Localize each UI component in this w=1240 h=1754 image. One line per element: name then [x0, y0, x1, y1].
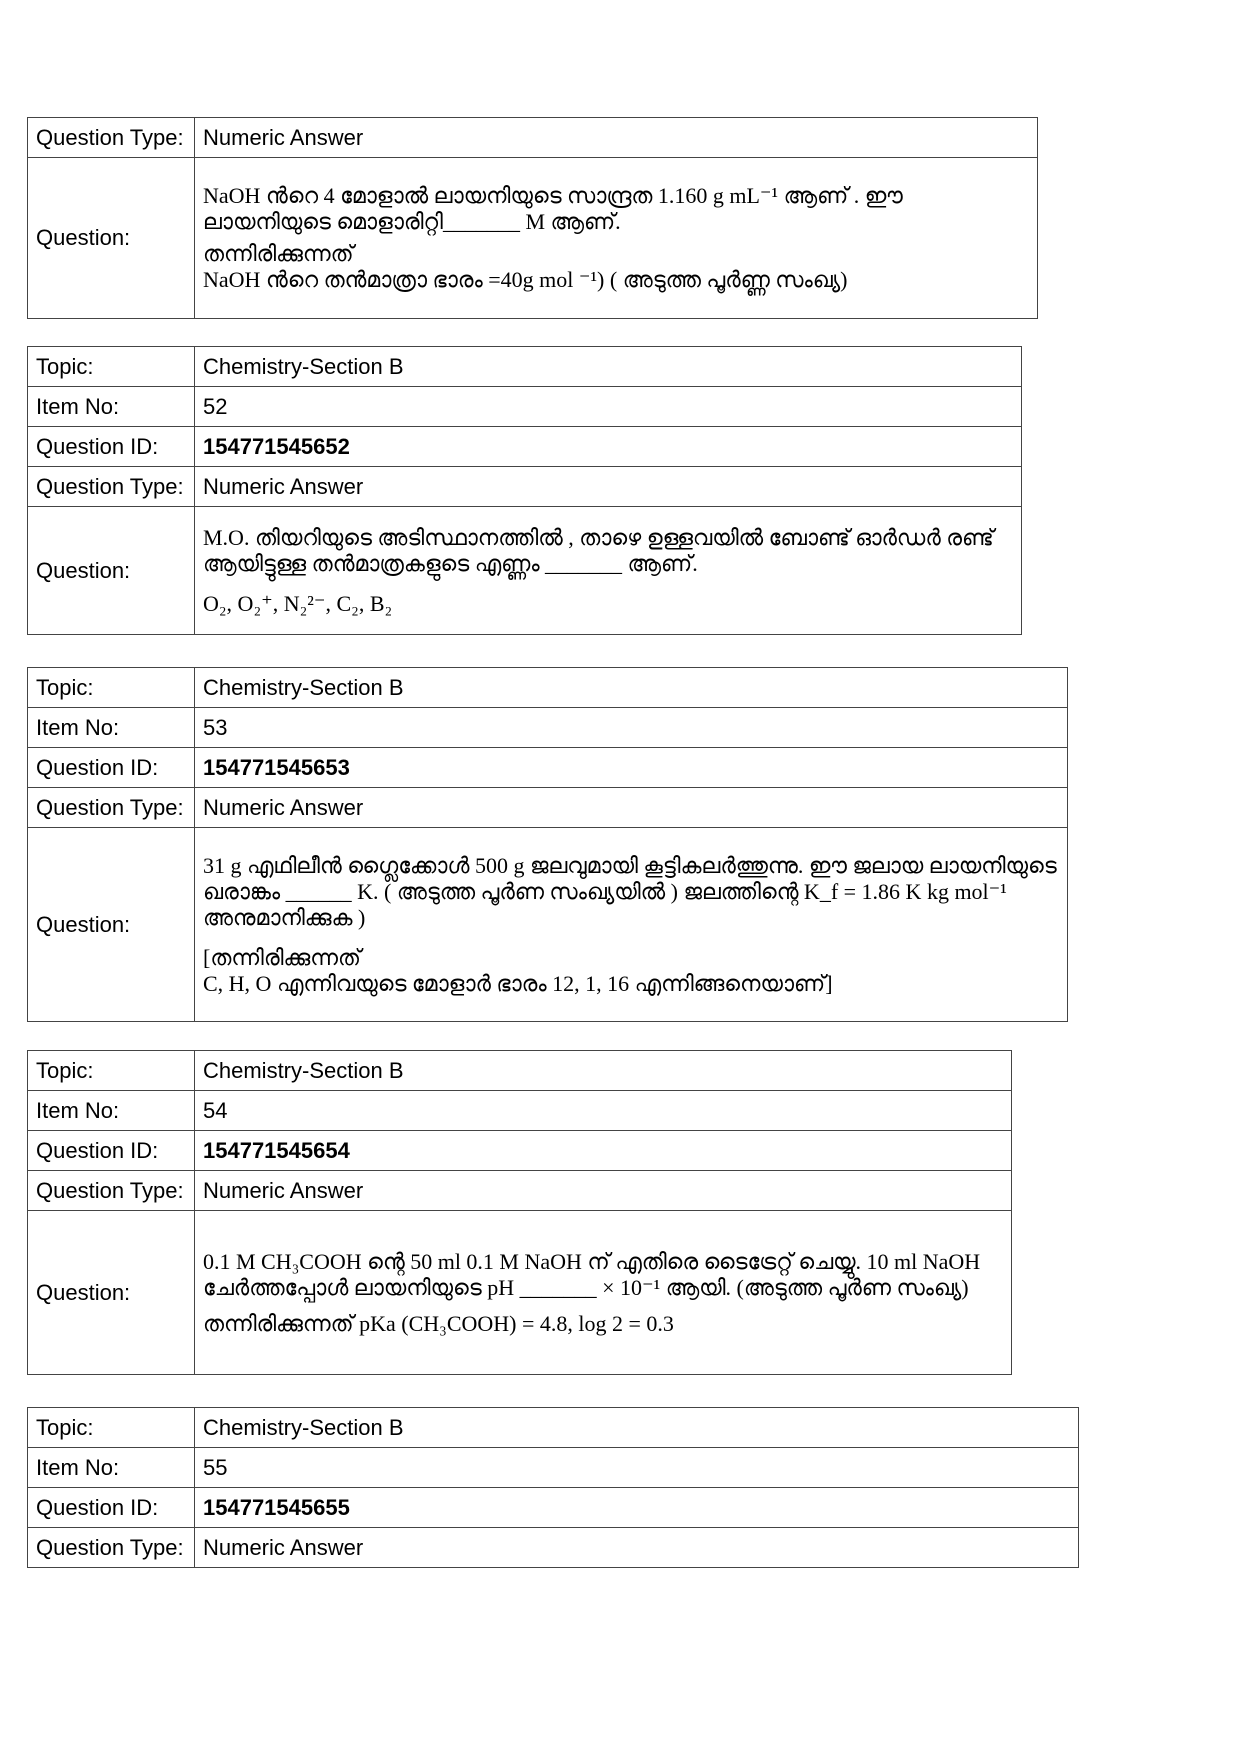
question-type-label: Question Type: [28, 788, 195, 828]
topic-label: Topic: [28, 347, 195, 387]
question-line: M.O. തിയറിയുടെ അടിസ്ഥാനത്തിൽ , താഴെ ഉള്ളവയിൽ ബോണ്ട് ഓർഡർ രണ്ട് ആയിട്ടുള്ള തൻമാത്രകളുടെ എണ്ണം _______ ആണ്. [203, 524, 994, 576]
question-id-value: 154771545654 [195, 1131, 1012, 1171]
topic-label: Topic: [28, 1051, 195, 1091]
question-line: തന്നിരിക്കുന്നത് pKa (CH₃COOH) = 4.8, log 2 = 0.3 [203, 1310, 674, 1336]
question-label: Question: [28, 158, 195, 319]
item-no-label: Item No: [28, 1091, 195, 1131]
question-text [195, 507, 1022, 635]
item-no-label: Item No: [28, 708, 195, 748]
question-line: തന്നിരിക്കുന്നത് [203, 241, 354, 266]
question-line: [തന്നിരിക്കുന്നത് [203, 944, 361, 970]
topic-value: Chemistry-Section B [195, 668, 1068, 708]
question-label: Question: [28, 1211, 195, 1375]
question-block-51 [27, 117, 1038, 319]
question-label: Question: [28, 507, 195, 635]
item-no-label: Item No: [28, 387, 195, 427]
question-id-value: 154771545652 [195, 427, 1022, 467]
question-type-value: Numeric Answer [195, 467, 1022, 507]
question-block-55 [27, 1407, 1079, 1568]
topic-label: Topic: [28, 668, 195, 708]
question-block-53 [27, 667, 1068, 1022]
topic-label: Topic: [28, 1408, 195, 1448]
question-id-label: Question ID: [28, 1488, 195, 1528]
item-no-value: 53 [195, 708, 1068, 748]
topic-value: Chemistry-Section B [195, 1051, 1012, 1091]
question-text [195, 1211, 1012, 1375]
item-no-value: 55 [195, 1448, 1079, 1488]
question-line: O₂, O₂⁺, N₂²⁻, C₂, B₂ [203, 590, 393, 616]
question-text [195, 158, 1038, 319]
question-block-52 [27, 346, 1022, 635]
item-no-value: 52 [195, 387, 1022, 427]
question-line: C, H, O എന്നിവയുടെ മോളാർ ഭാരം 12, 1, 16 എന്നിങ്ങനെയാണ്] [203, 970, 833, 996]
question-type-label: Question Type: [28, 118, 195, 158]
question-id-value: 154771545655 [195, 1488, 1079, 1528]
question-text [195, 828, 1068, 1022]
topic-value: Chemistry-Section B [195, 347, 1022, 387]
question-line: NaOH ൻറെ 4 മോളാൽ ലായനിയുടെ സാന്ദ്രത 1.160 g mL⁻¹ ആണ് . ഈ ലായനിയുടെ മൊളാരിറ്റി_______ M ആണ്. [203, 183, 903, 234]
question-type-value: Numeric Answer [195, 118, 1038, 158]
item-no-label: Item No: [28, 1448, 195, 1488]
question-id-label: Question ID: [28, 427, 195, 467]
question-id-value: 154771545653 [195, 748, 1068, 788]
question-line: 0.1 M CH₃COOH ന്റെ 50 ml 0.1 M NaOH ന് എതിരെ ടൈട്രേറ്റ് ചെയ്യു. 10 ml NaOH ചേർത്തപ്പോൾ ലായനിയുടെ pH _______ × 10⁻¹ ആയി. (അടുത്ത പൂർണ സംഖ്യ) [203, 1248, 981, 1300]
question-line: NaOH ൻറെ തൻമാത്രാ ഭാരം =40g mol ⁻¹) ( അടുത്ത പൂർണ്ണ സംഖ്യ) [203, 267, 848, 292]
question-line: 31 g എഥിലീൻ ഗ്ലൈക്കോൾ 500 g ജലവുമായി കൂട്ടികലർത്തുന്നു. ഈ ജലായ ലായനിയുടെ ഖരാങ്കം ______ K. ( അടുത്ത പൂർണ സംഖ്യയിൽ ) ജലത്തിന്റെ K_f = 1.86 K kg mol⁻¹ അനുമാനിക്കുക ) [203, 852, 1057, 930]
question-type-label: Question Type: [28, 467, 195, 507]
question-label: Question: [28, 828, 195, 1022]
question-type-value: Numeric Answer [195, 1528, 1079, 1568]
question-type-label: Question Type: [28, 1171, 195, 1211]
topic-value: Chemistry-Section B [195, 1408, 1079, 1448]
question-type-value: Numeric Answer [195, 1171, 1012, 1211]
question-type-value: Numeric Answer [195, 788, 1068, 828]
question-block-54 [27, 1050, 1012, 1375]
question-type-label: Question Type: [28, 1528, 195, 1568]
question-id-label: Question ID: [28, 1131, 195, 1171]
question-id-label: Question ID: [28, 748, 195, 788]
item-no-value: 54 [195, 1091, 1012, 1131]
